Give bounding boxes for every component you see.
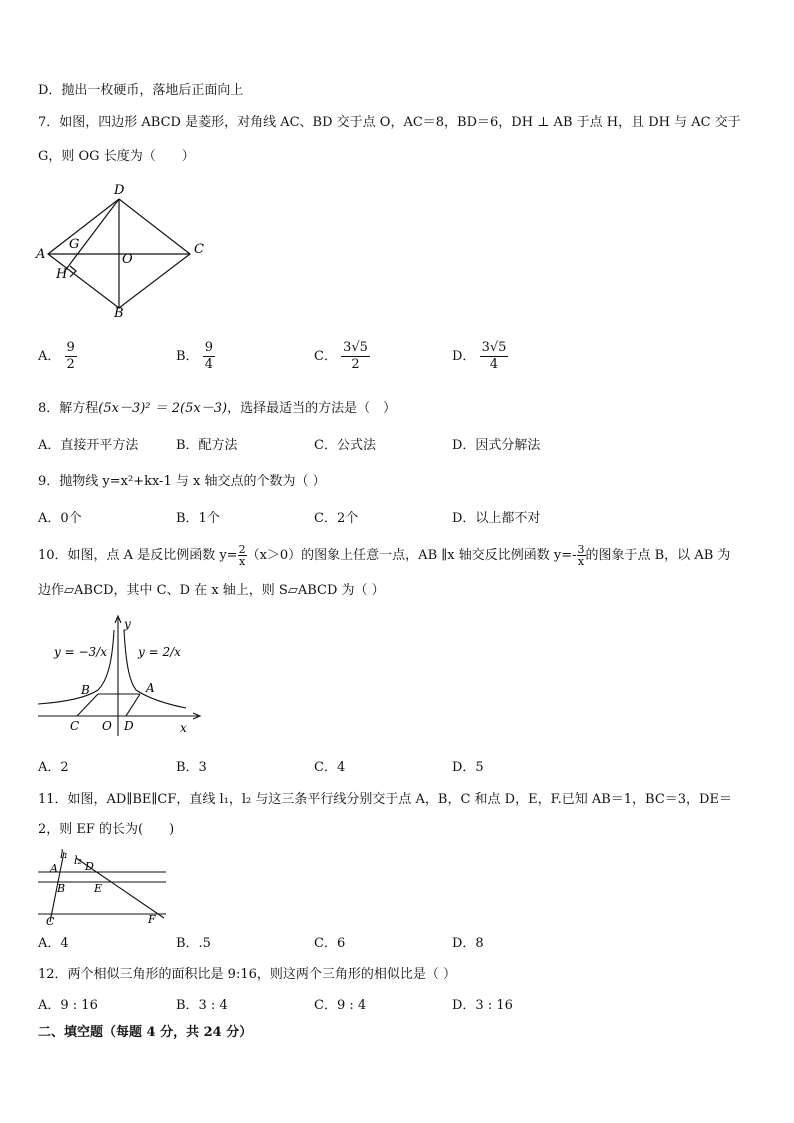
q11-label-c: C — [46, 915, 55, 928]
q8-option-c: C．公式法 — [314, 438, 376, 453]
q7-label-a: A — [36, 247, 46, 262]
q10-option-a: A．2 — [38, 760, 69, 775]
q7-rhombus-figure — [34, 180, 214, 320]
q7-label-b: B — [114, 306, 124, 320]
q10-left-function-label: y = −3/x — [54, 645, 107, 659]
q11-label-f: F — [148, 913, 156, 926]
q11-label-l1: l₁ — [60, 848, 68, 861]
q7-option-d: D． $\frac{3√5}{4}$ — [452, 340, 507, 372]
q10-label-b: B — [81, 683, 90, 697]
q7-option-a: A． $\frac{9}{2}$ — [38, 340, 75, 372]
q10-label-d: D — [124, 719, 134, 733]
q11-stem-line2: 2，则 EF 的长为( ) — [38, 822, 175, 837]
q8-option-a: A．直接开平方法 — [38, 438, 139, 453]
q12-option-b: B．3 : 4 — [176, 998, 228, 1013]
q11-label-e: E — [94, 882, 103, 895]
section-heading-fill-in: 二、填空题（每题 4 分，共 24 分） — [38, 1025, 253, 1040]
q11-label-b: B — [57, 882, 66, 895]
q7-label-c: C — [194, 242, 204, 257]
q10-option-b: B．3 — [176, 760, 207, 775]
q10-graph-figure — [36, 612, 206, 740]
q11-label-a: A — [50, 862, 58, 875]
q11-option-b: B．.5 — [176, 936, 211, 951]
q12-option-a: A．9 : 16 — [38, 998, 98, 1013]
q10-label-c: C — [70, 719, 80, 733]
q11-label-d: D — [85, 860, 94, 873]
q8-option-d: D．因式分解法 — [452, 438, 541, 453]
q8-stem: 8．解方程(5x－3)² ＝ 2(5x－3)，选择最适当的方法是（ ） — [38, 401, 397, 416]
q10-option-c: C．4 — [314, 760, 346, 775]
q10-stem-line1: 10．如图，点 A 是反比例函数 y= $\frac{2}{x}$ （x＞0）的图象上任意一点，AB ∥x 轴交反比例函数 y=- $\frac{3}{x}$ 的图象于点 B，以 AB 为 — [38, 543, 731, 568]
q7-stem-line1: 7．如图，四边形 ABCD 是菱形，对角线 AC、BD 交于点 O，AC＝8，BD＝6，DH ⊥ AB 于点 H，且 DH 与 AC 交于 — [38, 115, 741, 130]
q9-stem: 9．抛物线 y=x²+kx-1 与 x 轴交点的个数为（ ） — [38, 474, 326, 489]
q11-stem-line1: 11．如图，AD∥BE∥CF，直线 l₁，l₂ 与这三条平行线分别交于点 A，B，C 和点 D，E，F.已知 AB＝1，BC＝3，DE＝ — [38, 792, 732, 807]
q7-label-g: G — [69, 237, 80, 252]
q6-option-d: D．抛出一枚硬币，落地后正面向上 — [38, 83, 244, 98]
q7-option-c: C． $\frac{3√5}{2}$ — [314, 340, 368, 372]
q7-option-b: B． $\frac{9}{4}$ — [176, 340, 213, 372]
q12-stem: 12．两个相似三角形的面积比是 9:16，则这两个三角形的相似比是（ ） — [38, 967, 456, 982]
q12-option-c: C．9 : 4 — [314, 998, 367, 1013]
q10-y-axis-label: y — [124, 617, 131, 631]
q7-stem-line2: G，则 OG 长度为（ ） — [38, 149, 195, 164]
q11-parallel-lines-figure — [36, 846, 176, 930]
q10-stem-line2: 边作▱ABCD，其中 C、D 在 x 轴上，则 S▱ABCD 为（ ） — [38, 583, 385, 598]
q7-label-o: O — [122, 252, 133, 267]
q7-label-h: H — [56, 267, 68, 282]
q9-option-b: B．1个 — [176, 511, 220, 526]
q11-label-l2: l₂ — [74, 854, 82, 867]
q10-label-o: O — [102, 719, 112, 733]
q10-right-function-label: y = 2/x — [138, 645, 181, 659]
q10-label-a: A — [146, 681, 155, 695]
q9-option-d: D．以上都不对 — [452, 511, 541, 526]
q9-option-a: A．0个 — [38, 511, 82, 526]
q11-option-d: D．8 — [452, 936, 484, 951]
q11-option-a: A．4 — [38, 936, 69, 951]
q10-x-axis-label: x — [180, 721, 187, 735]
q7-label-d: D — [114, 183, 125, 198]
q9-option-c: C．2个 — [314, 511, 359, 526]
q10-option-d: D．5 — [452, 760, 484, 775]
q12-option-d: D．3 : 16 — [452, 998, 513, 1013]
q8-option-b: B．配方法 — [176, 438, 238, 453]
q11-option-c: C．6 — [314, 936, 346, 951]
